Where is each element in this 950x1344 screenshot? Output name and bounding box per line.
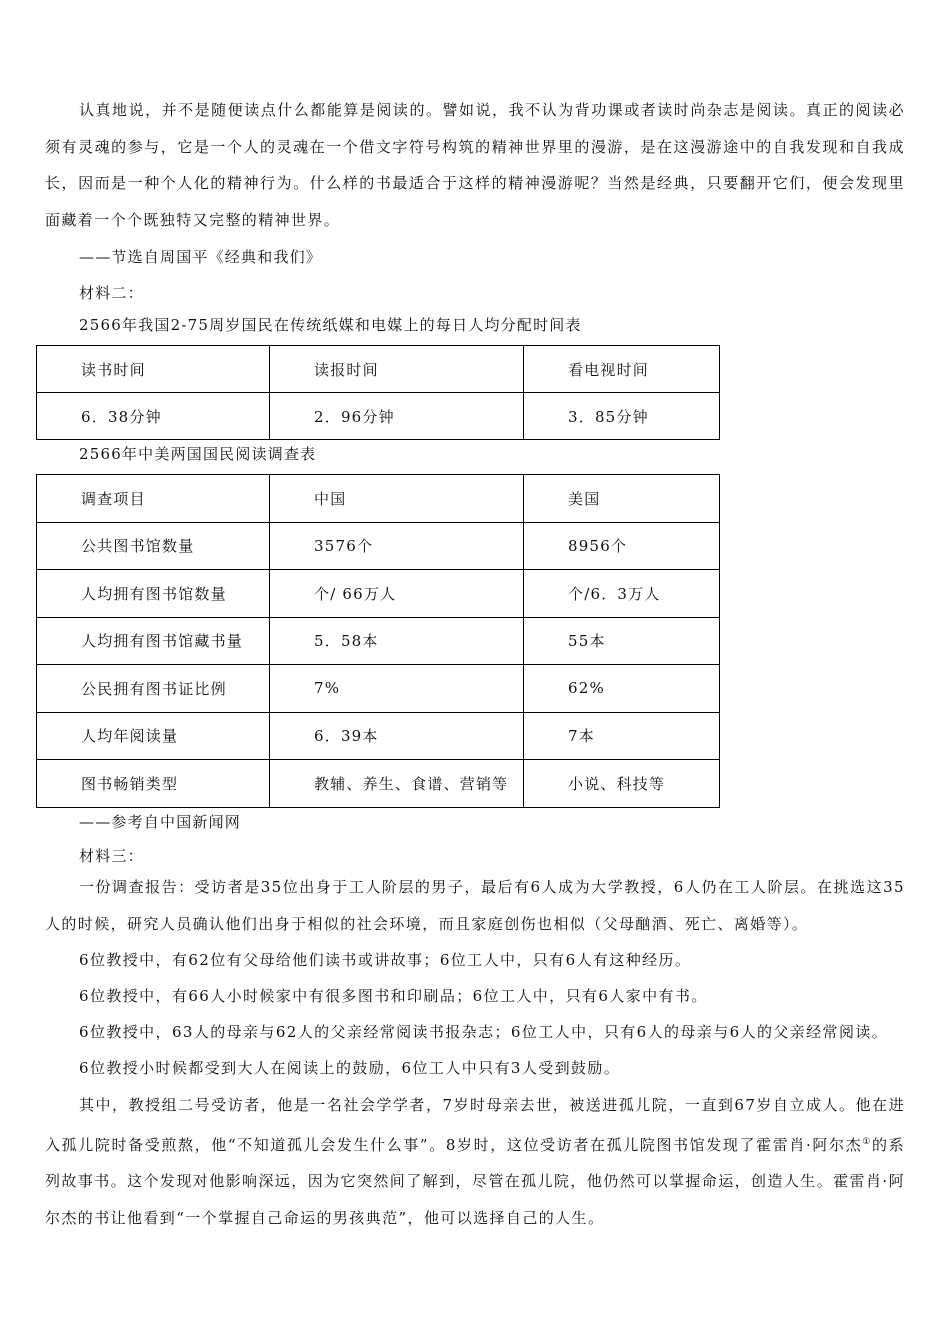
paragraph-text: 其中，教授组二号受访者，他是一名社会学学者，7岁时母亲去世，被送进孤儿院，一直到67岁自立成人。他在进入孤儿院时备受煎熬，他“不知道孤儿会发生什么事”。8岁时，这位受访者在孤儿院图书馆发现了霍雷肖·阿尔杰 xyxy=(45,1096,905,1154)
material3-paragraph-4: 6位教授中，63人的母亲与62人的父亲经常阅读书报杂志；6位工人中，只有6人的母亲与6人的父亲经常阅读。 xyxy=(79,1023,889,1041)
table-row xyxy=(37,760,720,808)
table-cell: 看电视时间 xyxy=(524,346,720,393)
material3-paragraph-1: 一份调查报告：受访者是35位出身于工人阶层的男子，最后有6人成为大学教授，6人仍在工人阶层。在挑选这35人的时候，研究人员确认他们出身于相似的社会环境，而且家庭创伤也相似（父母酗酒、死亡、离婚等）。 xyxy=(45,878,905,933)
material3-heading: 材料三： xyxy=(79,847,144,865)
paragraph-text: 的系列故事书。这个发现对他影响深远，因为它突然间了解到，尽管在孤儿院，他仍然可以掌握命运，创造人生。霍雷肖·阿尔杰的书让他看到“一个掌握自己命运的男孩典范”，他可以选择自己的人生。 xyxy=(45,1135,906,1227)
table-cell: 中国 xyxy=(270,475,524,523)
table-cell: 调查项目 xyxy=(37,475,270,523)
material3-paragraph-6 xyxy=(45,1087,905,1236)
material3-paragraph-5: 6位教授小时候都受到大人在阅读上的鼓励，6位工人中只有3人受到鼓励。 xyxy=(79,1059,621,1077)
table-cell: 美国 xyxy=(524,475,720,523)
table-row xyxy=(37,712,720,760)
table-cell: 6．39本 xyxy=(270,712,524,760)
table-row xyxy=(37,570,720,618)
table-cell: 人均拥有图书馆藏书量 xyxy=(37,617,270,665)
table-cell: 8956个 xyxy=(524,522,720,570)
material2-source: ——参考自中国新闻网 xyxy=(79,813,242,831)
table-cell: 5．58本 xyxy=(270,617,524,665)
table-cell: 读报时间 xyxy=(270,346,524,393)
table-cell: 人均年阅读量 xyxy=(37,712,270,760)
material1-paragraph: 认真地说，并不是随便读点什么都能算是阅读的。譬如说，我不认为背功课或者读时尚杂志是阅读。真正的阅读必须有灵魂的参与，它是一个人的灵魂在一个借文字符号构筑的精神世界里的漫游，是在这漫游途中的自我发现和自我成长，因而是一种个人化的精神行为。什么样的书最适合于这样的精神漫游呢？当然是经典，只要翻开它们，便会发现里面藏着一个个既独特又完整的精神世界。 xyxy=(45,101,905,229)
time-allocation-table xyxy=(36,345,720,440)
table-cell: 人均拥有图书馆数量 xyxy=(37,570,270,618)
table-cell: 3．85分钟 xyxy=(524,393,720,440)
footnote-marker: ① xyxy=(862,1136,872,1147)
table-cell: 7% xyxy=(270,665,524,713)
table-cell: 小说、科技等 xyxy=(524,760,720,808)
table-cell: 公民拥有图书证比例 xyxy=(37,665,270,713)
material3-paragraph-2: 6位教授中，有62位有父母给他们读书或讲故事；6位工人中，只有6人有这种经历。 xyxy=(79,951,692,969)
table-header-row xyxy=(37,475,720,523)
table-cell: 图书畅销类型 xyxy=(37,760,270,808)
table2-caption: 2566年中美两国国民阅读调查表 xyxy=(79,445,317,463)
table-cell: 7本 xyxy=(524,712,720,760)
table-cell: 教辅、养生、食谱、营销等 xyxy=(270,760,524,808)
table-cell: 6．38分钟 xyxy=(37,393,270,440)
table-cell: 2．96分钟 xyxy=(270,393,524,440)
table-cell: 个/ 66万人 xyxy=(270,570,524,618)
reading-survey-table xyxy=(36,474,720,808)
table-header-row xyxy=(37,346,720,393)
table-row xyxy=(37,665,720,713)
table-cell: 读书时间 xyxy=(37,346,270,393)
table-cell: 公共图书馆数量 xyxy=(37,522,270,570)
table-row xyxy=(37,617,720,665)
table-cell: 55本 xyxy=(524,617,720,665)
table-cell: 3576个 xyxy=(270,522,524,570)
material3-paragraph-3: 6位教授中，有66人小时候家中有很多图书和印刷品；6位工人中，只有6人家中有书。 xyxy=(79,987,708,1005)
table-cell: 个/6．3万人 xyxy=(524,570,720,618)
material1-source: ——节选自周国平《经典和我们》 xyxy=(79,248,323,266)
table-cell: 62% xyxy=(524,665,720,713)
material2-heading: 材料二： xyxy=(79,284,144,302)
table1-caption: 2566年我国2-75周岁国民在传统纸媒和电媒上的每日人均分配时间表 xyxy=(79,316,582,334)
table-row xyxy=(37,522,720,570)
table-row xyxy=(37,393,720,440)
